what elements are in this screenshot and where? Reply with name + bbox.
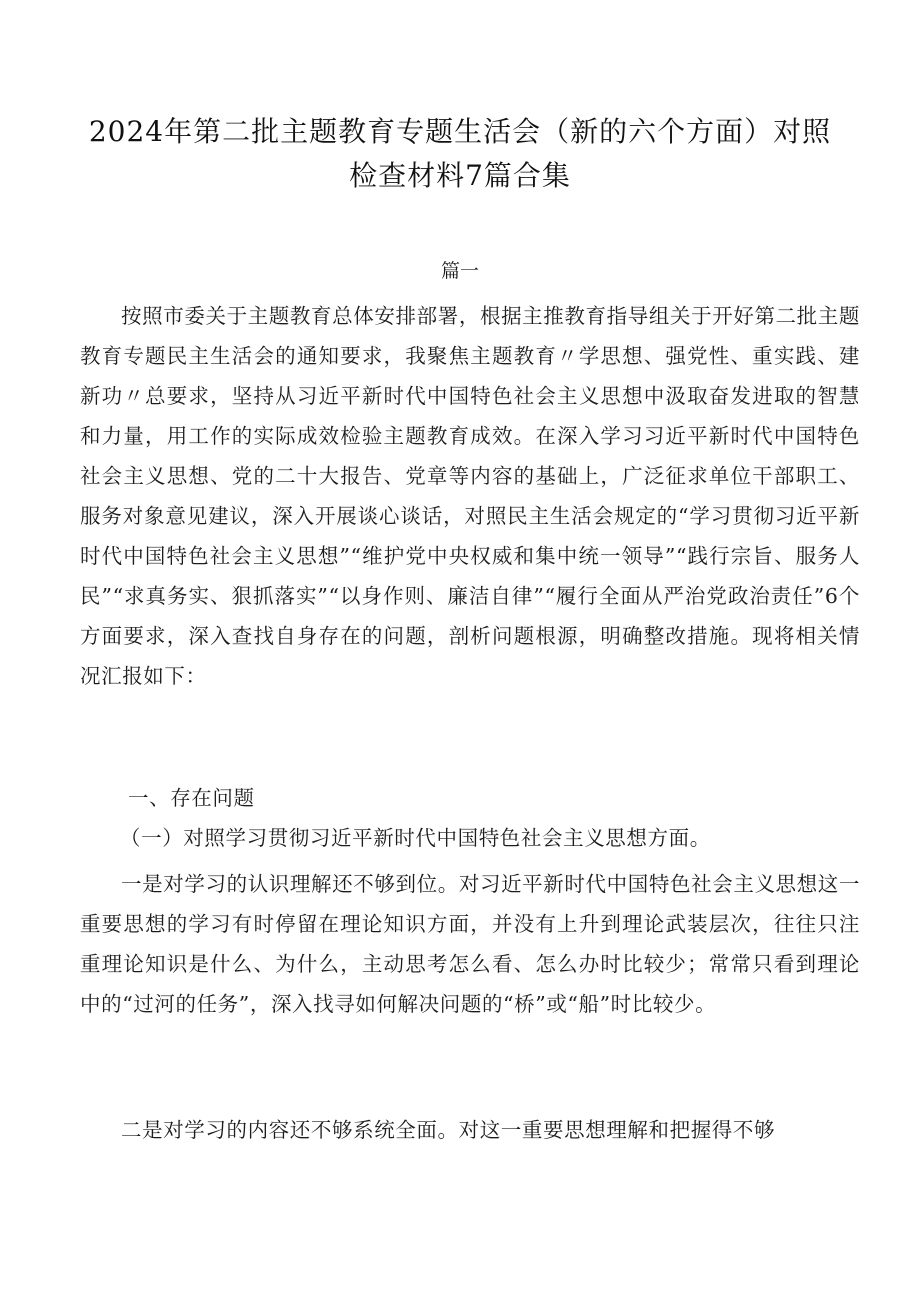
subheading-study-thought: （一）对照学习贯彻习近平新时代中国特色社会主义思想方面。 — [120, 826, 711, 850]
point-one-paragraph: 一是对学习的认识理解还不够到位。对习近平新时代中国特色社会主义思想这一重要思想的学习有时停留在理论知识方面，并没有上升到理论武装层次，往往只注重理论知识是什么、为什么，主动思考怎么看、怎么办时比较少；常常只看到理论中的“过河的任务”，深入找寻如何解决问题的“桥”或“船”时比较少。 — [80, 872, 860, 1016]
intro-paragraph: 按照市委关于主题教育总体安排部署，根据主推教育指导组关于开好第二批主题教育专题民主生活会的通知要求，我聚焦主题教育〃学思想、强党性、重实践、建新功〃总要求，坚持从习近平新时代中国特色社会主义思想中汲取奋发进取的智慧和力量，用工作的实际成效检验主题教育成效。在深入学习习近平新时代中国特色社会主义思想、党的二十大报告、党章等内容的基础上，广泛征求单位干部职工、服务对象意见建议，深入开展谈心谈话，对照民主生活会规定的“学习贯彻习近平新时代中国特色社会主义思想”“维护党中央权威和集中统一领导”“践行宗旨、服务人民”“求真务实、狠抓落实”“以身作则、廉洁自律”“履行全面从严治党政治责任”6个方面要求，深入查找自身存在的问题，剖析问题根源，明确整改措施。现将相关情况汇报如下： — [80, 304, 860, 688]
document-title-line-1: 2024年第二批主题教育专题生活会（新的六个方面）对照 — [88, 115, 832, 148]
point-two-paragraph: 二是对学习的内容还不够系统全面。对这一重要思想理解和把握得不够 — [121, 1118, 776, 1142]
heading-existing-problems: 一、存在问题 — [128, 786, 255, 810]
section-label: 篇一 — [440, 260, 479, 282]
document-title-line-2: 检查材料7篇合集 — [349, 159, 571, 192]
